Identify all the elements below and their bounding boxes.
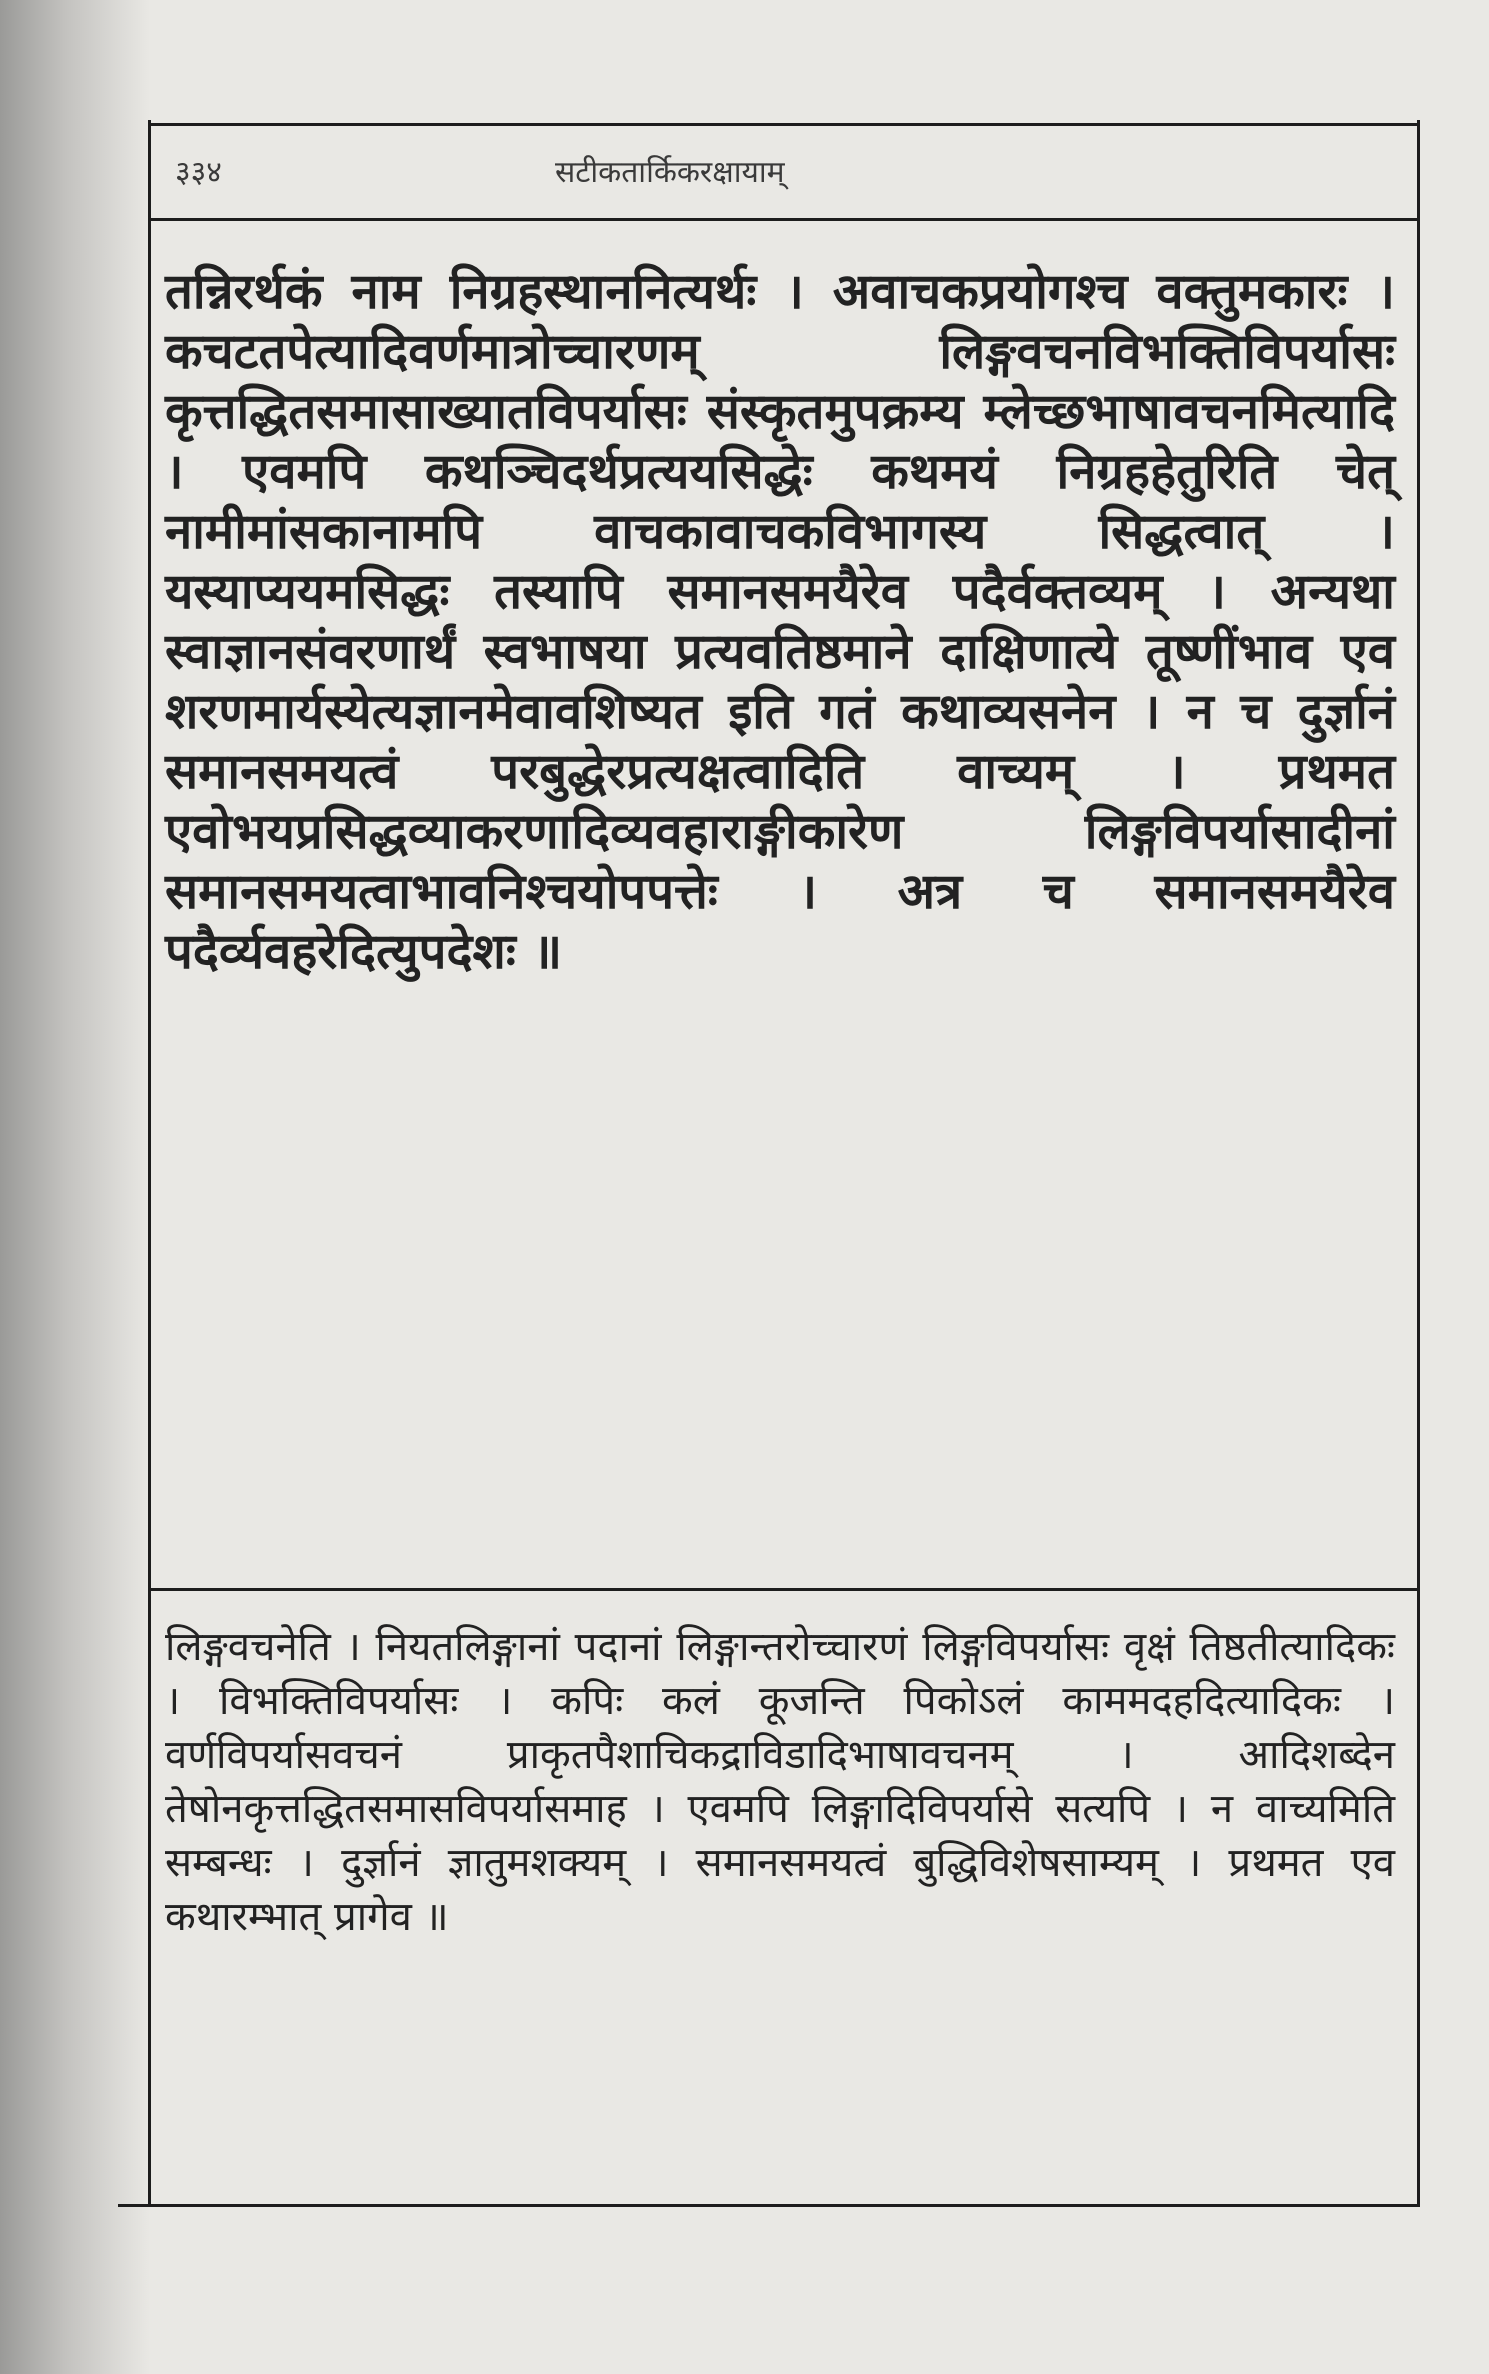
header-rule-top	[150, 123, 1418, 126]
commentary	[165, 1620, 1395, 1944]
page-bottom-rule	[118, 2204, 1420, 2207]
commentary-paragraph: लिङ्गवचनेति । नियतलिङ्गानां पदानां लिङ्गान्तरोच्चारणं लिङ्गविपर्यासः वृक्षं तिष्ठतीत्यादिकः । विभक्तिविपर्यासः । कपिः कलं कूजन्ति पिकोऽलं काममदहदित्यादिकः । वर्णविपर्यासवचनं प्राकृतपैशाचिकद्राविडादिभाषावचनम् । आदिशब्देन तेषोनकृत्तद्धितसमासविपर्यासमाह । एवमपि लिङ्गादिविपर्यासे सत्यपि । न वाच्यमिति सम्बन्धः । दुर्ज्ञानं ज्ञातुमशक्यम् । समानसमयत्वं बुद्धिविशेषसाम्यम् । प्रथमत एव कथारम्भात् प्रागेव ॥	[165, 1624, 1395, 1940]
main-paragraph: तन्निरर्थकं नाम निग्रहस्थाननित्यर्थः । अवाचकप्रयोगश्च वक्तुमकारः । कचटतपेत्यादिवर्णमात्रोच्चारणम् लिङ्गवचनविभक्तिविपर्यासः कृत्तद्धितसमासाख्यातविपर्यासः संस्कृतमुपक्रम्य म्लेच्छभाषावचनमित्यादि । एवमपि कथञ्चिदर्थप्रत्ययसिद्धेः कथमयं निग्रहहेतुरिति चेत् नामीमांसकानामपि वाचकावाचकविभागस्य सिद्धत्वात् । यस्याप्ययमसिद्धः तस्यापि समानसमयैरेव पदैर्वक्तव्यम् । अन्यथा स्वाज्ञानसंवरणार्थं स्वभाषया प्रत्यवतिष्ठमाने दाक्षिणात्ये तूष्णींभाव एव शरणमार्यस्येत्यज्ञानमेवावशिष्यत इति गतं कथाव्यसनेन । न च दुर्ज्ञानं समानसमयत्वं परबुद्धेरप्रत्यक्षत्वादिति वाच्यम् । प्रथमत एवोभयप्रसिद्धव्याकरणादिव्यवहाराङ्गीकारेण लिङ्गविपर्यासादीनां समानसमयत्वाभावनिश्चयोपपत्तेः । अत्र च समानसमयैरेव पदैर्व्यवहरेदित्युपदेशः ॥	[165, 263, 1395, 980]
scan-shadow	[0, 0, 150, 2374]
commentary-divider	[150, 1588, 1418, 1591]
page-header	[175, 150, 1395, 202]
page-number: ३३४	[175, 155, 222, 190]
main-text	[165, 262, 1395, 982]
header-rule-bottom	[150, 218, 1418, 221]
running-title: सटीकतार्किकरक्षायाम्	[555, 155, 785, 190]
